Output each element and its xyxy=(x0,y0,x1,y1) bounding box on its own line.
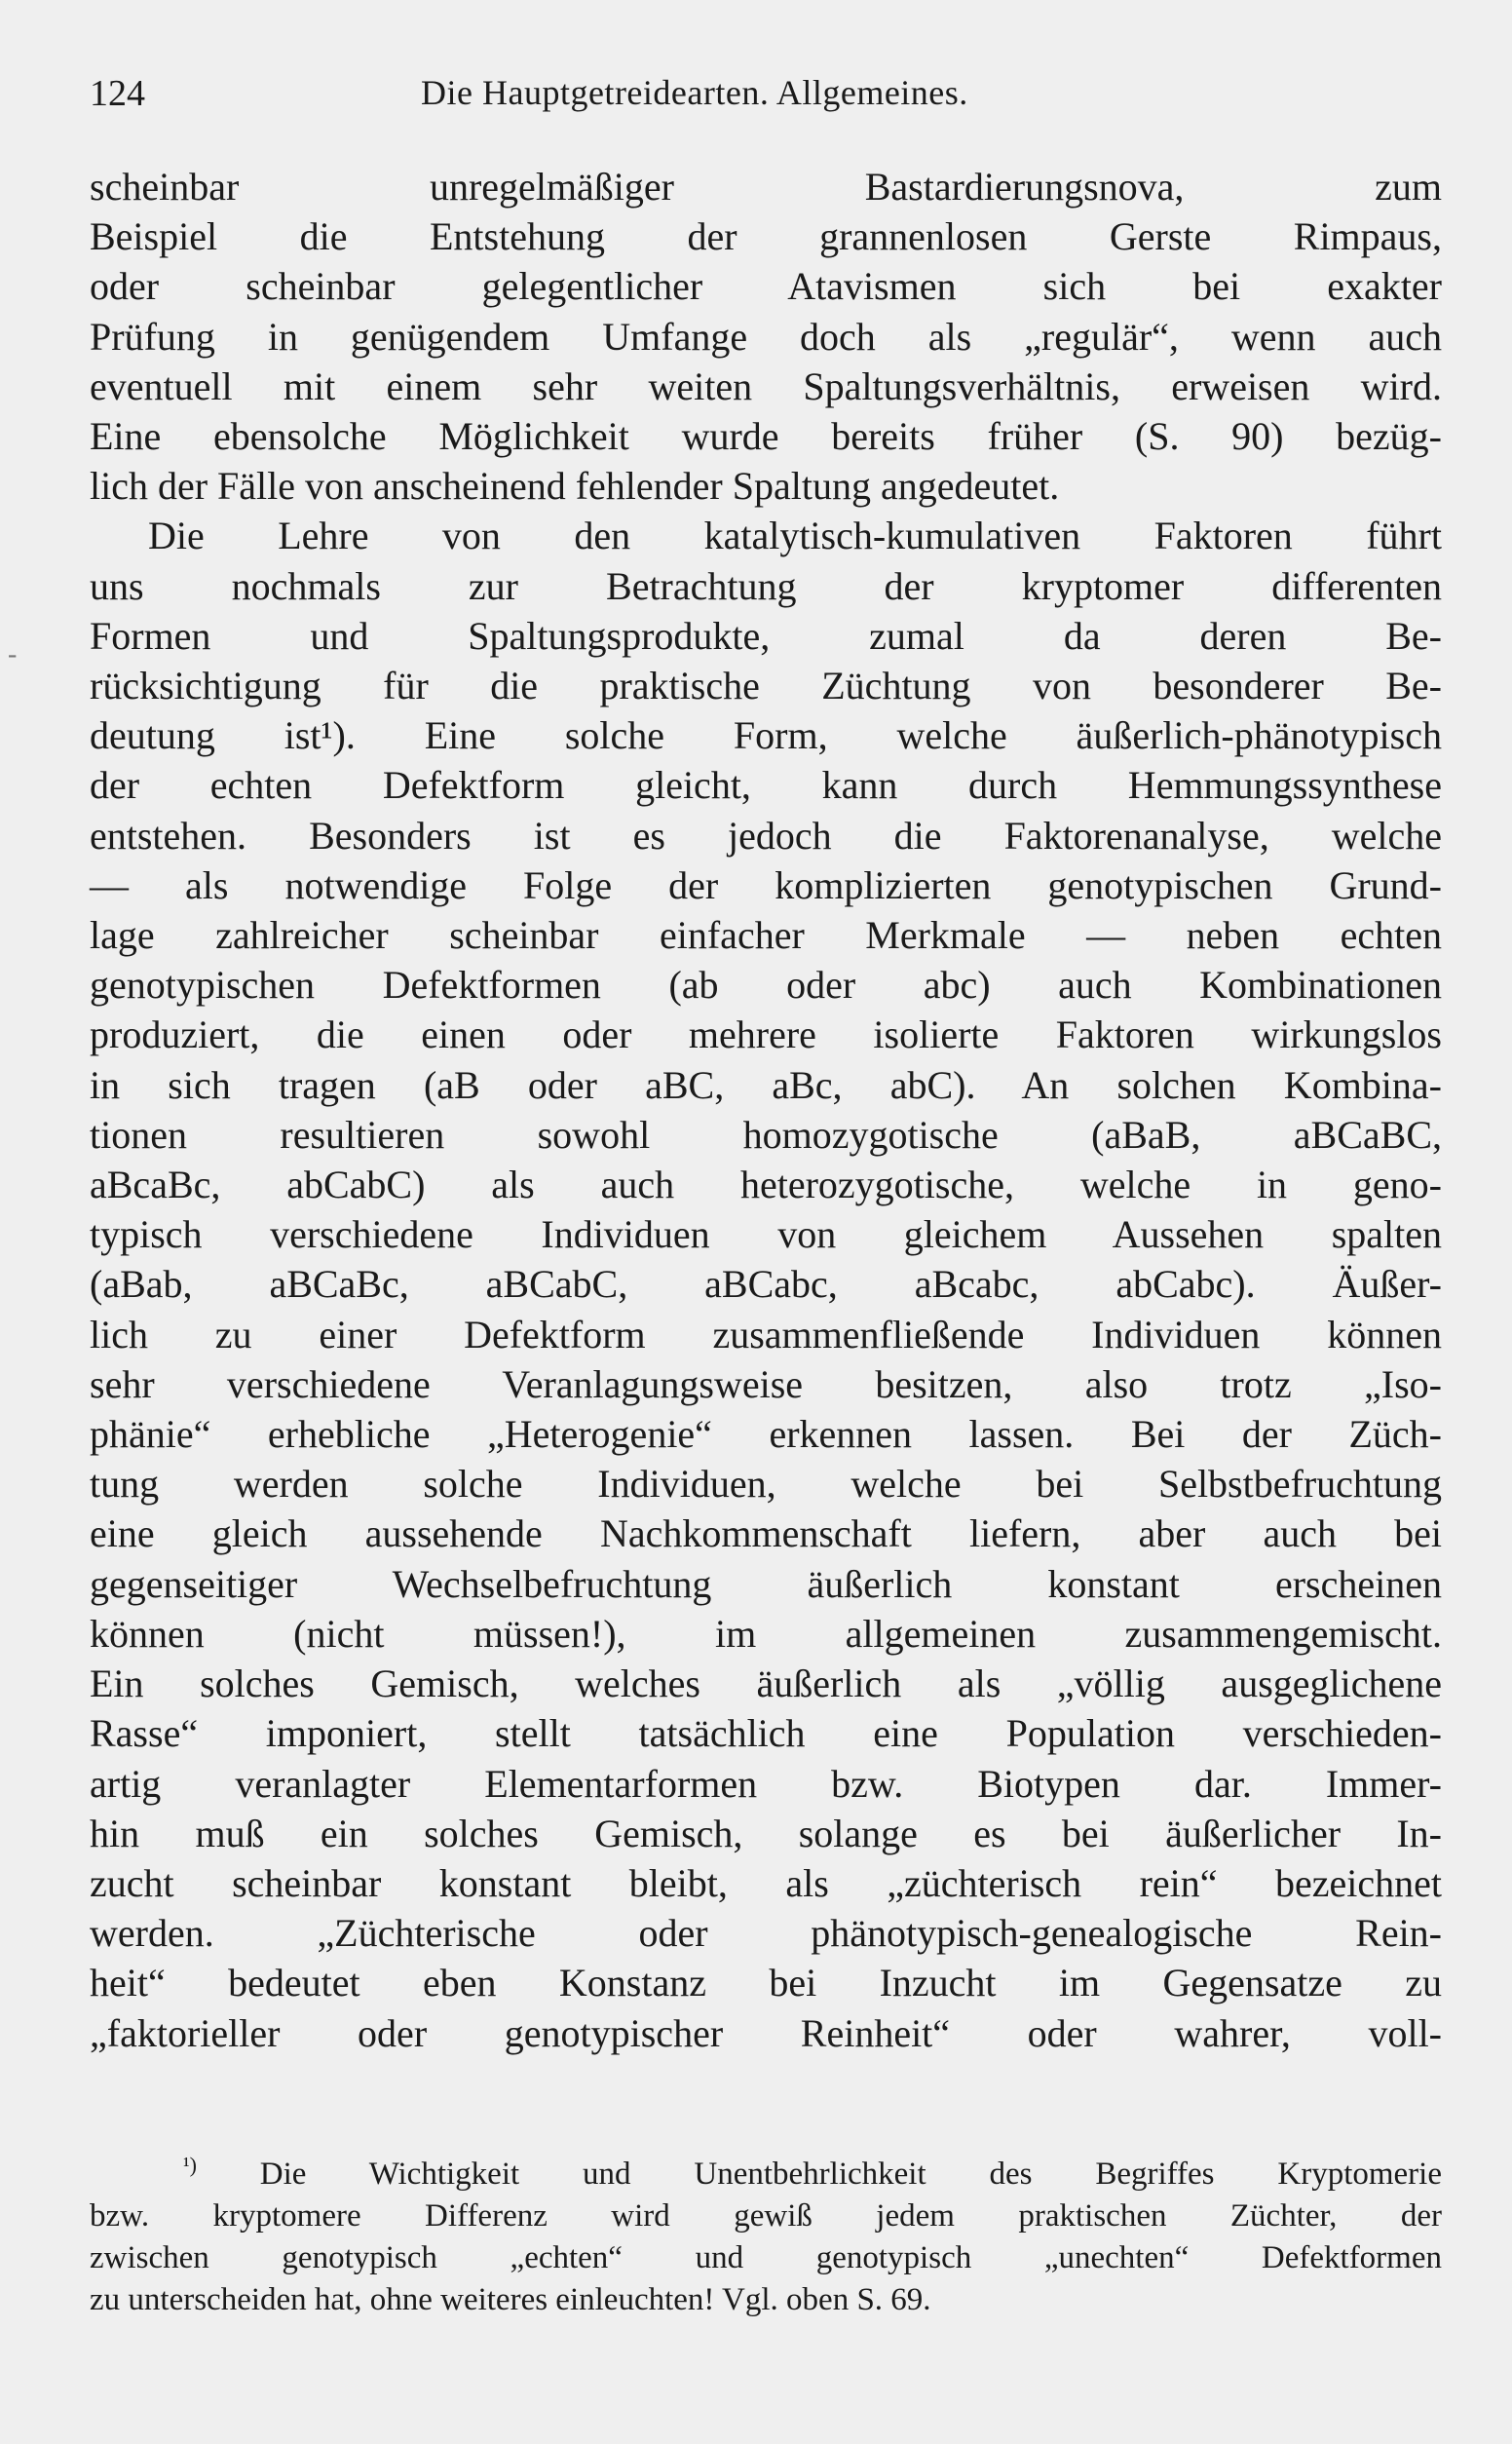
body-line: in sich tragen (aB oder aBC, aBc, abC). An solchen Kombina- xyxy=(90,1062,1442,1107)
body-line: scheinbar unregelmäßiger Bastardierungsnova, zum xyxy=(90,165,1442,209)
body-line: Rasse“ imponiert, stellt tatsächlich eine Population verschieden- xyxy=(90,1711,1442,1756)
body-line: uns nochmals zur Betrachtung der kryptomer differenten xyxy=(90,563,1442,608)
body-line: Prüfung in genügendem Umfange doch als „regulär“, wenn auch xyxy=(90,314,1442,359)
body-line: rücksichtigung für die praktische Züchtung von besonderer Be- xyxy=(90,664,1442,708)
body-line: „faktorieller oder genotypischer Reinheit“ oder wahrer, voll- xyxy=(90,2010,1442,2055)
body-line: (aBab, aBCaBc, aBCabC, aBCabc, aBcabc, abCabc). Äußer- xyxy=(90,1262,1442,1307)
body-line: Beispiel die Entstehung der grannenlosen Gerste Rimpaus, xyxy=(90,214,1442,259)
page-number: 124 xyxy=(90,73,145,114)
body-line: artig veranlagter Elementarformen bzw. Biotypen dar. Immer- xyxy=(90,1761,1442,1806)
body-line: phänie“ erhebliche „Heterogenie“ erkennen lassen. Bei der Züch- xyxy=(90,1412,1442,1457)
body-line: eine gleich aussehende Nachkommenschaft liefern, aber auch bei xyxy=(90,1511,1442,1556)
body-line: lich der Fälle von anscheinend fehlender Spaltung angedeutet. xyxy=(90,464,1060,509)
body-line: genotypischen Defektformen (ab oder abc) auch Kombinationen xyxy=(90,963,1442,1008)
footnote-line xyxy=(90,2144,1442,2196)
body-line: — als notwendige Folge der komplizierten genotypischen Grund- xyxy=(90,862,1442,907)
body-line: zucht scheinbar konstant bleibt, als „züchterisch rein“ bezeichnet xyxy=(90,1860,1442,1905)
body-line: oder scheinbar gelegentlicher Atavismen sich bei exakter xyxy=(90,264,1442,309)
margin-mark: - xyxy=(8,639,18,669)
body-line: der echten Defektform gleicht, kann durch Hemmungssynthese xyxy=(90,763,1442,808)
footnote-line: zu unterscheiden hat, ohne weiteres einleuchten! Vgl. oben S. 69. xyxy=(90,2282,931,2317)
body-line: deutung ist¹). Eine solche Form, welche äußerlich-phänotypisch xyxy=(90,713,1442,758)
body-line: gegenseitiger Wechselbefruchtung äußerlich konstant erscheinen xyxy=(90,1561,1442,1606)
body-line: entstehen. Besonders ist es jedoch die Faktorenanalyse, welche xyxy=(90,813,1442,858)
body-line: werden. „Züchterische oder phänotypisch-genealogische Rein- xyxy=(90,1911,1442,1956)
body-line: produziert, die einen oder mehrere isolierte Faktoren wirkungslos xyxy=(90,1012,1442,1057)
body-text xyxy=(90,162,1442,2058)
body-line: Ein solches Gemisch, welches äußerlich als „völlig ausgeglichene xyxy=(90,1661,1442,1706)
body-line: lich zu einer Defektform zusammenfließende Individuen können xyxy=(90,1312,1442,1356)
body-line: eventuell mit einem sehr weiten Spaltungsverhältnis, erweisen wird. xyxy=(90,363,1442,408)
page-header xyxy=(90,72,1454,127)
body-line: Die Lehre von den katalytisch-kumulativen Faktoren führt xyxy=(148,514,1442,558)
body-line: können (nicht müssen!), im allgemeinen zusammengemischt. xyxy=(90,1611,1442,1656)
footnote xyxy=(90,2144,1442,2321)
body-line: tionen resultieren sowohl homozygotische (aBaB, aBCaBC, xyxy=(90,1112,1442,1157)
body-line: heit“ bedeutet eben Konstanz bei Inzucht im Gegensatze zu xyxy=(90,1961,1442,2005)
body-line: aBcaBc, abCabC) als auch heterozygotische, welche in geno- xyxy=(90,1163,1442,1207)
footnote-line: bzw. kryptomere Differenz wird gewiß jedem praktischen Züchter, der xyxy=(90,2198,1442,2234)
body-line: sehr verschiedene Veranlagungsweise besitzen, also trotz „Iso- xyxy=(90,1361,1442,1406)
running-title: Die Hauptgetreidearten. Allgemeines. xyxy=(421,73,968,112)
body-line: Formen und Spaltungsprodukte, zumal da deren Be- xyxy=(90,613,1442,658)
footnote-line: zwischen genotypisch „echten“ und genotypisch „unechten“ Defektformen xyxy=(90,2240,1442,2275)
body-line: hin muß ein solches Gemisch, solange es bei äußerlicher In- xyxy=(90,1811,1442,1855)
body-line: typisch verschiedene Individuen von gleichem Aussehen spalten xyxy=(90,1212,1442,1257)
body-line: lage zahlreicher scheinbar einfacher Merkmale — neben echten xyxy=(90,913,1442,958)
body-line: tung werden solche Individuen, welche bei Selbstbefruchtung xyxy=(90,1462,1442,1507)
body-line: Eine ebensolche Möglichkeit wurde bereits früher (S. 90) bezüg- xyxy=(90,414,1442,459)
footnote-mark: ¹) xyxy=(183,2153,197,2177)
footnote-text: Die Wichtigkeit und Unentbehrlichkeit des Begriffes Kryptomerie xyxy=(259,2157,1442,2192)
